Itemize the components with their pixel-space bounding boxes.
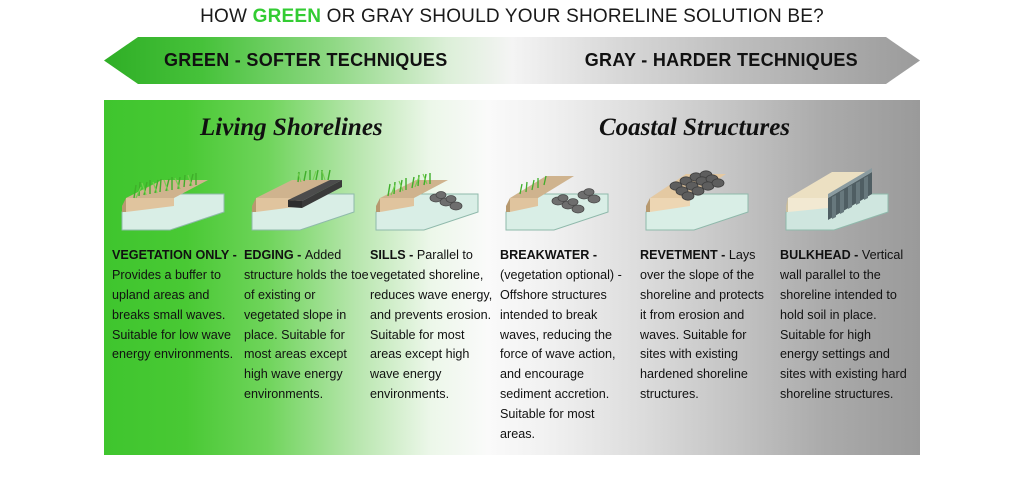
edging-illustration xyxy=(244,154,366,236)
title-text-after: OR GRAY SHOULD YOUR SHORELINE SOLUTION BE? xyxy=(321,6,824,27)
gradient-arrow-band xyxy=(104,37,920,84)
technique-caption-revetment xyxy=(640,246,768,405)
technique-column-bulkhead xyxy=(780,154,908,405)
technique-description-revetment: Lays over the slope of the shoreline and protects it from erosion and waves. Suitable for sites with existing hardened shoreline structures. xyxy=(640,248,764,402)
section-heading-coastal-structures: Coastal Structures xyxy=(599,114,791,141)
technique-description-bulkhead: Vertical wall parallel to the shoreline intended to hold soil in place. Suitable for high energy settings and sites with existing hard shoreline structures. xyxy=(780,248,907,402)
technique-term-revetment: REVETMENT - xyxy=(640,248,729,262)
technique-column-edging xyxy=(244,154,372,405)
technique-caption-vegetation-only xyxy=(112,246,240,365)
technique-caption-edging xyxy=(244,246,372,405)
technique-term-vegetation-only: VEGETATION ONLY - xyxy=(112,248,237,262)
technique-column-revetment xyxy=(640,154,768,405)
technique-description-vegetation-only: Provides a buffer to upland areas and breaks small waves. Suitable for low wave energy environments. xyxy=(112,267,234,362)
technique-column-sills xyxy=(370,154,498,405)
technique-caption-bulkhead xyxy=(780,246,908,405)
arrow-label-green: GREEN - SOFTER TECHNIQUES xyxy=(164,50,448,70)
technique-term-breakwater: BREAKWATER - xyxy=(500,248,598,262)
section-heading-living-shorelines: Living Shorelines xyxy=(200,114,383,141)
technique-column-breakwater xyxy=(500,154,628,445)
vegetation-only-illustration xyxy=(112,154,234,236)
technique-caption-breakwater xyxy=(500,246,628,445)
technique-caption-sills xyxy=(370,246,498,405)
technique-description-edging: Added structure holds the toe of existing or vegetated slope in place. Suitable for most areas except high wave energy environments. xyxy=(244,248,369,402)
breakwater-illustration xyxy=(500,154,622,236)
bulkhead-illustration xyxy=(780,154,902,236)
title-text-before: HOW xyxy=(200,6,253,27)
content-panel xyxy=(104,100,920,455)
arrow-label-gray: GRAY - HARDER TECHNIQUES xyxy=(584,50,858,70)
technique-term-edging: EDGING - xyxy=(244,248,305,262)
technique-columns xyxy=(104,154,920,454)
technique-term-bulkhead: BULKHEAD - xyxy=(780,248,862,262)
page-title xyxy=(0,6,1024,28)
technique-description-sills: Parallel to vegetated shoreline, reduces wave energy, and prevents erosion. Suitable for most areas except high wave energy environments. xyxy=(370,248,493,402)
technique-description-breakwater: (vegetation optional) - Offshore structures intended to break waves, reducing the force of wave action, and encourage sediment accretion. Suitable for most areas. xyxy=(500,267,622,442)
title-highlight-green: GREEN xyxy=(252,6,322,27)
sills-illustration xyxy=(370,154,492,236)
technique-term-sills: SILLS - xyxy=(370,248,417,262)
revetment-illustration xyxy=(640,154,762,236)
technique-column-vegetation-only xyxy=(112,154,240,365)
